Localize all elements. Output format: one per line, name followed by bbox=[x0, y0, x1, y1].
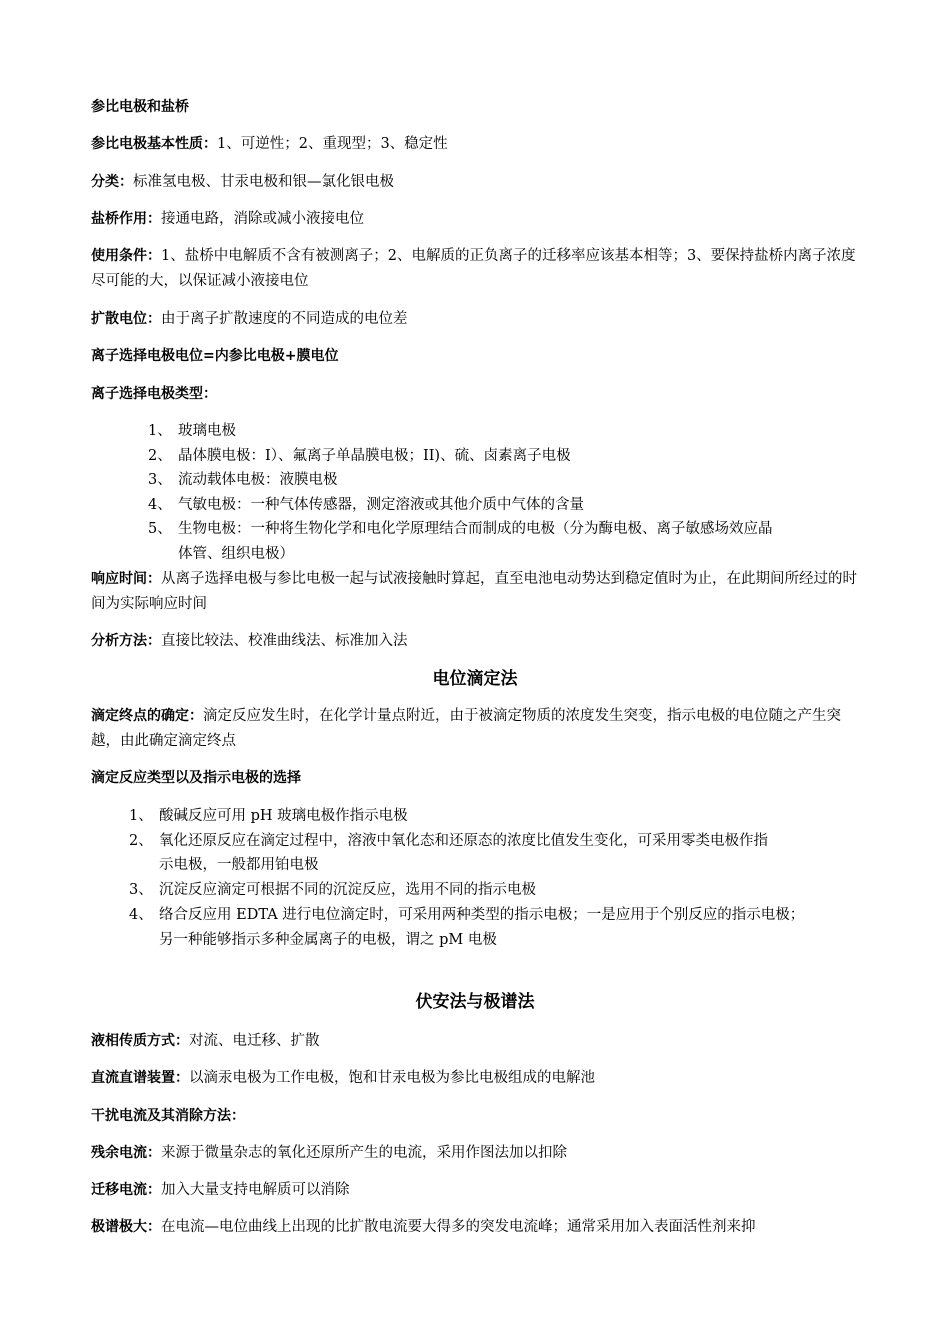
label-residual-current: 残余电流： bbox=[91, 1145, 161, 1161]
ise-type-item: 2、 晶体膜电极：I）、氟离子单晶膜电极；II)、硫、卤素离子电极 bbox=[148, 448, 571, 464]
ise-type-item: 3、 流动载体电极：液膜电极 bbox=[148, 472, 338, 488]
label-diffusion-potential: 扩散电位： bbox=[91, 311, 161, 327]
label-dc-polarograph: 直流直谱装置： bbox=[91, 1070, 189, 1086]
heading-potentiometric-titration: 电位滴定法 bbox=[432, 669, 518, 689]
para-salt-bridge bbox=[91, 209, 364, 229]
label-classification: 分类： bbox=[91, 174, 133, 190]
para-basic-properties bbox=[91, 134, 448, 154]
para-dc-polarograph bbox=[91, 1068, 595, 1088]
text-diffusion-potential: 由于离子扩散速度的不同造成的电位差 bbox=[161, 311, 408, 327]
text-analysis-methods: 直接比较法、校准曲线法、标准加入法 bbox=[161, 633, 408, 649]
para-response-time bbox=[91, 567, 866, 616]
text-response-time: 从离子选择电极与参比电极一起与试液接触时算起，直至电池电动势达到稳定值时为止，在此期间所经过的时间为实际响应时间 bbox=[91, 571, 857, 612]
titration-item-continuation: 另一种能够指示多种金属离子的电极，谓之 pM 电极 bbox=[159, 932, 497, 948]
heading-voltammetry: 伏安法与极谱法 bbox=[415, 992, 535, 1012]
titration-item: 2、 氧化还原反应在滴定过程中，溶液中氧化态和还原态的浓度比值发生变化，可采用零类电极作指 bbox=[129, 833, 768, 849]
label-migration-current: 迁移电流： bbox=[91, 1182, 161, 1198]
section-title-reference-electrode: 参比电极和盐桥 bbox=[91, 99, 189, 115]
titration-item-continuation: 示电极，一般都用铂电极 bbox=[159, 857, 319, 873]
para-residual-current bbox=[91, 1143, 567, 1163]
ise-type-item: 4、 气敏电极：一种气体传感器，测定溶液或其他介质中气体的含量 bbox=[148, 497, 584, 513]
text-end-point: 滴定反应发生时，在化学计量点附近，由于被滴定物质的浓度发生突变，指示电极的电位随之产生突越，由此确定滴定终点 bbox=[91, 708, 841, 749]
label-salt-bridge: 盐桥作用： bbox=[91, 211, 161, 227]
label-response-time: 响应时间： bbox=[91, 571, 161, 587]
para-mass-transfer bbox=[91, 1031, 320, 1051]
ise-type-item: 5、 生物电极：一种将生物化学和电化学原理结合而制成的电极（分为酶电极、离子敏感场效应晶 bbox=[148, 521, 773, 537]
ise-type-item-continuation: 体管、组织电极） bbox=[178, 546, 294, 562]
label-usage-conditions: 使用条件： bbox=[91, 248, 161, 264]
label-analysis-methods: 分析方法： bbox=[91, 633, 161, 649]
ise-type-item: 1、 玻璃电极 bbox=[148, 423, 236, 439]
para-usage-conditions bbox=[91, 244, 866, 293]
label-polarographic-maximum: 极谱极大： bbox=[91, 1219, 161, 1235]
text-dc-polarograph: 以滴汞电极为工作电极，饱和甘汞电极为参比电极组成的电解池 bbox=[189, 1070, 595, 1086]
interference-currents-label: 干扰电流及其消除方法： bbox=[91, 1108, 245, 1124]
label-basic-properties: 参比电极基本性质： bbox=[91, 136, 217, 152]
text-polarographic-maximum: 在电流—电位曲线上出现的比扩散电流要大得多的突发电流峰；通常采用加入表面活性剂来抑 bbox=[161, 1219, 756, 1235]
text-mass-transfer: 对流、电迁移、扩散 bbox=[189, 1033, 320, 1049]
ise-formula: 离子选择电极电位=内参比电极+膜电位 bbox=[91, 348, 339, 364]
para-diffusion-potential bbox=[91, 309, 408, 329]
text-basic-properties: 1、可逆性；2、重现型；3、稳定性 bbox=[217, 136, 448, 152]
text-classification: 标准氢电极、甘汞电极和银—氯化银电极 bbox=[133, 174, 394, 190]
ise-types-label: 离子选择电极类型： bbox=[91, 386, 217, 402]
text-usage-conditions: 1、盐桥中电解质不含有被测离子；2、电解质的正负离子的迁移率应该基本相等；3、要保持盐桥内离子浓度尽可能的大，以保证减小液接电位 bbox=[91, 248, 856, 289]
para-polarographic-maximum bbox=[91, 1217, 756, 1237]
text-migration-current: 加入大量支持电解质可以消除 bbox=[161, 1182, 350, 1198]
titration-item: 3、 沉淀反应滴定可根据不同的沉淀反应，选用不同的指示电极 bbox=[129, 882, 536, 898]
titration-types-label: 滴定反应类型以及指示电极的选择 bbox=[91, 770, 301, 786]
text-residual-current: 来源于微量杂志的氧化还原所产生的电流，采用作图法加以扣除 bbox=[161, 1145, 567, 1161]
label-mass-transfer: 液相传质方式： bbox=[91, 1033, 189, 1049]
para-migration-current bbox=[91, 1180, 350, 1200]
titration-item: 4、 络合反应用 EDTA 进行电位滴定时，可采用两种类型的指示电极；一是应用于个别反应的指示电极； bbox=[129, 907, 805, 923]
titration-item: 1、 酸碱反应可用 pH 玻璃电极作指示电极 bbox=[129, 808, 408, 824]
para-classification bbox=[91, 172, 394, 192]
para-analysis-methods bbox=[91, 631, 408, 651]
label-end-point: 滴定终点的确定： bbox=[91, 708, 203, 724]
text-salt-bridge: 接通电路，消除或减小液接电位 bbox=[161, 211, 364, 227]
para-end-point bbox=[91, 704, 866, 753]
